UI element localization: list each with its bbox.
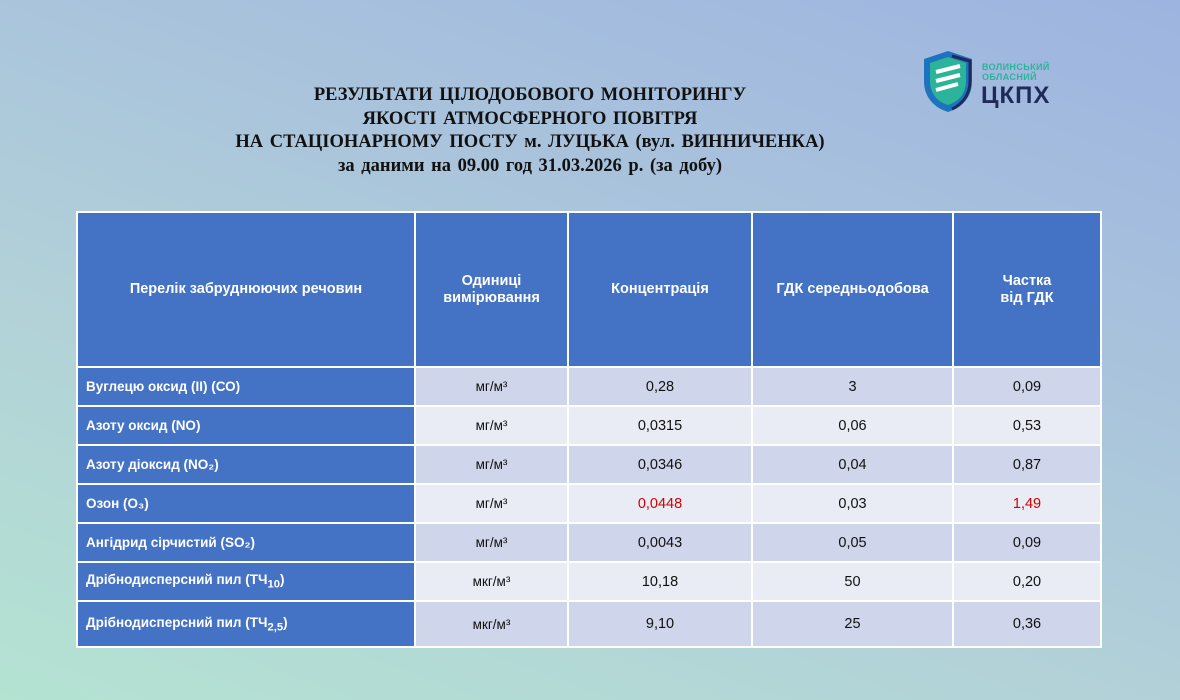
header-share-line-1: Частка <box>1002 272 1052 289</box>
limit-cell: 0,05 <box>752 523 953 562</box>
substance-name-subscript: 2,5 <box>267 621 284 634</box>
concentration-cell: 0,0346 <box>568 445 752 484</box>
substance-name: Азоту діоксид (NO₂) <box>77 445 415 484</box>
unit-cell: мкг/м³ <box>415 562 568 601</box>
title-line-3: НА СТАЦІОНАРНОМУ ПОСТУ м. ЛУЦЬКА (вул. ВИННИЧЕНКА) <box>235 132 825 152</box>
table-row <box>77 367 1101 406</box>
title-line-4: за даними на 09.00 год 31.03.2026 р. (за добу) <box>338 155 722 176</box>
share-cell-exceeded: 1,49 <box>953 484 1101 523</box>
substance-name: Ангідрид сірчистий (SO₂) <box>77 523 415 562</box>
shield-icon <box>918 48 978 114</box>
table-row <box>77 445 1101 484</box>
substance-name-subscript: 10 <box>267 578 280 591</box>
substance-name <box>77 562 415 601</box>
unit-cell: мкг/м³ <box>415 601 568 647</box>
table-row <box>77 601 1101 647</box>
title-line-1: РЕЗУЛЬТАТИ ЦІЛОДОБОВОГО МОНІТОРИНГУ <box>313 85 747 105</box>
logo-caption-line-2: ОБЛАСНИЙ <box>982 72 1037 82</box>
substance-name: Вуглецю оксид (II) (СО) <box>77 367 415 406</box>
limit-cell: 0,04 <box>752 445 953 484</box>
share-cell: 0,09 <box>953 523 1101 562</box>
unit-cell: мг/м³ <box>415 406 568 445</box>
limit-cell: 3 <box>752 367 953 406</box>
substance-name: Азоту оксид (NO) <box>77 406 415 445</box>
concentration-cell: 9,10 <box>568 601 752 647</box>
table-header-row <box>77 212 1101 367</box>
share-cell: 0,20 <box>953 562 1101 601</box>
header-substance: Перелік забруднюючих речовин <box>77 212 415 367</box>
concentration-cell: 0,0043 <box>568 523 752 562</box>
limit-cell: 0,06 <box>752 406 953 445</box>
header-share <box>953 212 1101 367</box>
header-unit-line-1: Одиниці <box>461 272 522 289</box>
logo-caption <box>982 62 1050 82</box>
table-row <box>77 484 1101 523</box>
unit-cell: мг/м³ <box>415 445 568 484</box>
header-limit: ГДК середньодобова <box>752 212 953 367</box>
unit-cell: мг/м³ <box>415 367 568 406</box>
share-cell: 0,87 <box>953 445 1101 484</box>
substance-name: Озон (О₃) <box>77 484 415 523</box>
limit-cell: 25 <box>752 601 953 647</box>
air-quality-table <box>76 211 1102 648</box>
logo-abbreviation: ЦКПХ <box>981 82 1051 109</box>
header-unit <box>415 212 568 367</box>
concentration-cell: 0,0315 <box>568 406 752 445</box>
report-title <box>160 84 900 178</box>
logo-caption-line-1: ВОЛИНСЬКИЙ <box>982 62 1050 72</box>
substance-name-main: Дрібнодисперсний пил (ТЧ <box>86 614 268 630</box>
substance-name <box>77 601 415 647</box>
header-unit-line-2: вимірювання <box>443 289 540 306</box>
substance-name-end: ) <box>283 614 288 630</box>
limit-cell: 50 <box>752 562 953 601</box>
unit-cell: мг/м³ <box>415 523 568 562</box>
organization-logo <box>918 48 1068 114</box>
unit-cell: мг/м³ <box>415 484 568 523</box>
substance-name-end: ) <box>280 572 285 588</box>
limit-cell: 0,03 <box>752 484 953 523</box>
table-row <box>77 406 1101 445</box>
substance-name-main: Дрібнодисперсний пил (ТЧ <box>86 572 268 588</box>
concentration-cell: 10,18 <box>568 562 752 601</box>
title-line-2: ЯКОСТІ АТМОСФЕРНОГО ПОВІТРЯ <box>362 108 698 129</box>
share-cell: 0,09 <box>953 367 1101 406</box>
table-row <box>77 523 1101 562</box>
concentration-cell: 0,28 <box>568 367 752 406</box>
share-cell: 0,53 <box>953 406 1101 445</box>
table-row <box>77 562 1101 601</box>
concentration-cell-exceeded: 0,0448 <box>568 484 752 523</box>
header-concentration: Концентрація <box>568 212 752 367</box>
header-share-line-2: від ГДК <box>1000 289 1054 306</box>
share-cell: 0,36 <box>953 601 1101 647</box>
